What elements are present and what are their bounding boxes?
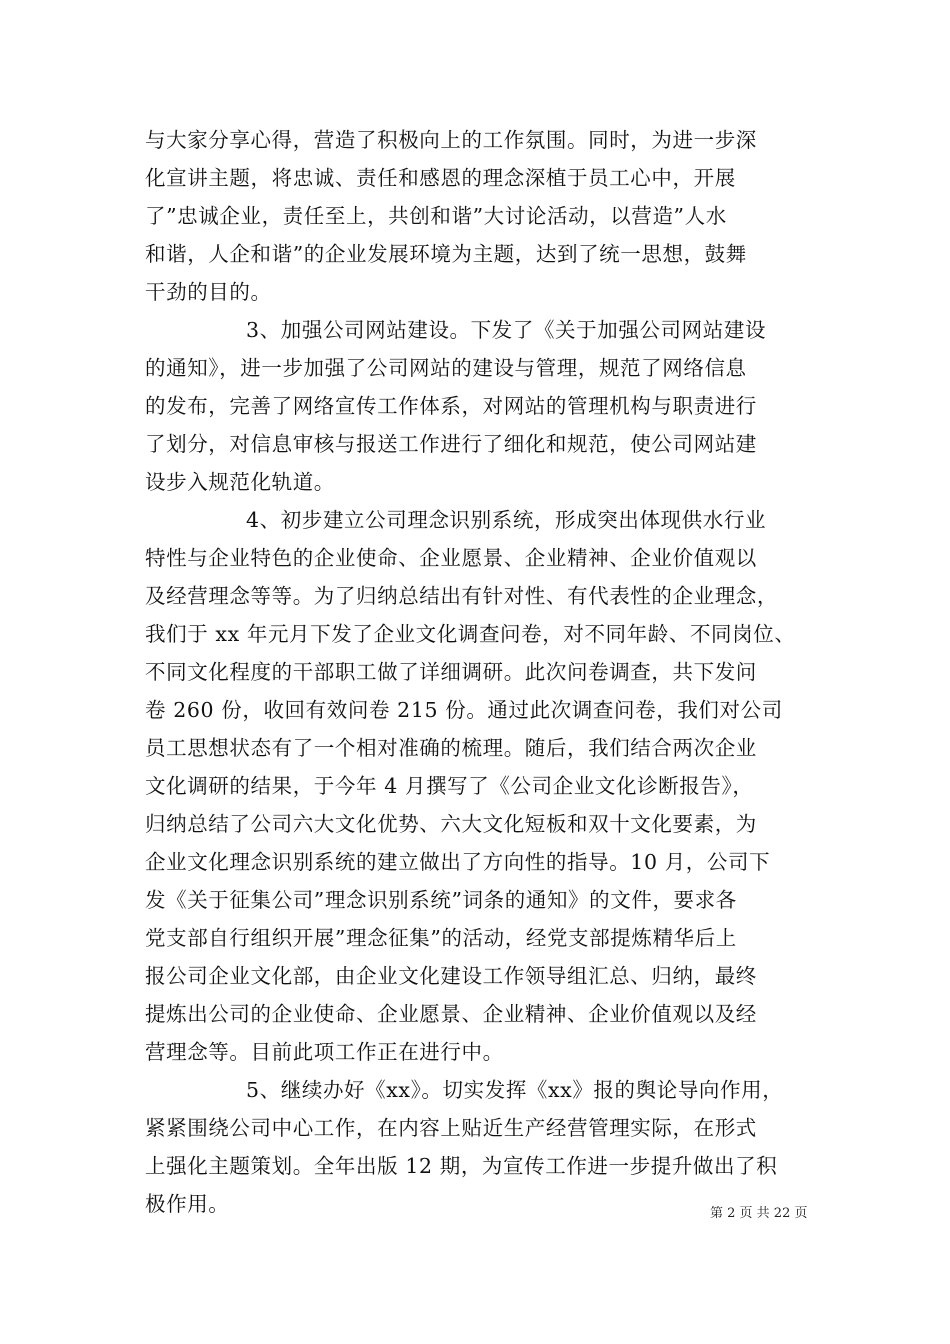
paragraph-3-start: 3、加强公司网站建设。下发了《关于加强公司网站建设 — [246, 318, 767, 342]
text-line: 文化调研的结果，于今年 4 月撰写了《公司企业文化诊断报告》， — [145, 774, 754, 798]
text-line: 上强化主题策划。全年出版 12 期，为宣传工作进一步提升做出了积 — [145, 1154, 778, 1178]
text-line: 员工思想状态有了一个相对准确的梳理。随后，我们结合两次企业 — [145, 736, 757, 760]
text-line: 化宣讲主题，将忠诚、责任和感恩的理念深植于员工心中，开展 — [145, 166, 736, 190]
text-line: 的发布，完善了网络宣传工作体系，对网站的管理机构与职责进行 — [145, 394, 757, 418]
text-line: 极作用。 — [145, 1192, 230, 1216]
text-line: 了划分，对信息审核与报送工作进行了细化和规范，使公司网站建 — [145, 432, 757, 456]
text-line: 特性与企业特色的企业使命、企业愿景、企业精神、企业价值观以 — [145, 546, 757, 570]
text-line: 营理念等。目前此项工作正在进行中。 — [145, 1040, 504, 1064]
paragraph-5-start: 5、继续办好《xx》。切实发挥《xx》报的舆论导向作用， — [246, 1078, 784, 1102]
text-line: 党支部自行组织开展”理念征集”的活动，经党支部提炼精华后上 — [145, 926, 737, 950]
text-line: 企业文化理念识别系统的建立做出了方向性的指导。10 月，公司下 — [145, 850, 771, 874]
text-line: 了”忠诚企业，责任至上，共创和谐”大讨论活动，以营造”人水 — [145, 204, 727, 228]
text-line: 归纳总结了公司六大文化优势、六大文化短板和双十文化要素，为 — [145, 812, 757, 836]
text-line: 报公司企业文化部，由企业文化建设工作领导组汇总、归纳，最终 — [145, 964, 757, 988]
text-line: 我们于 xx 年元月下发了企业文化调查问卷，对不同年龄、不同岗位、 — [145, 622, 796, 646]
text-line: 及经营理念等等。为了归纳总结出有针对性、有代表性的企业理念， — [145, 584, 778, 608]
text-line: 与大家分享心得，营造了积极向上的工作氛围。同时，为进一步深 — [145, 128, 757, 152]
page-number: 第 2 页 共 22 页 — [710, 1206, 808, 1221]
text-line: 设步入规范化轨道。 — [145, 470, 335, 494]
text-line: 的通知》，进一步加强了公司网站的建设与管理，规范了网络信息 — [145, 356, 747, 380]
text-line: 提炼出公司的企业使命、企业愿景、企业精神、企业价值观以及经 — [145, 1002, 757, 1026]
text-line: 紧紧围绕公司中心工作，在内容上贴近生产经营管理实际，在形式 — [145, 1116, 757, 1140]
text-line: 不同文化程度的干部职工做了详细调研。此次问卷调查，共下发问 — [145, 660, 757, 684]
text-line: 干劲的目的。 — [145, 280, 272, 304]
text-line: 发《关于征集公司”理念识别系统”词条的通知》的文件，要求各 — [145, 888, 737, 912]
paragraph-4-start: 4、初步建立公司理念识别系统，形成突出体现供水行业 — [246, 508, 767, 532]
text-line: 卷 260 份，收回有效问卷 215 份。通过此次调查问卷，我们对公司 — [145, 698, 783, 722]
text-line: 和谐，人企和谐”的企业发展环境为主题，达到了统一思想，鼓舞 — [145, 242, 747, 266]
